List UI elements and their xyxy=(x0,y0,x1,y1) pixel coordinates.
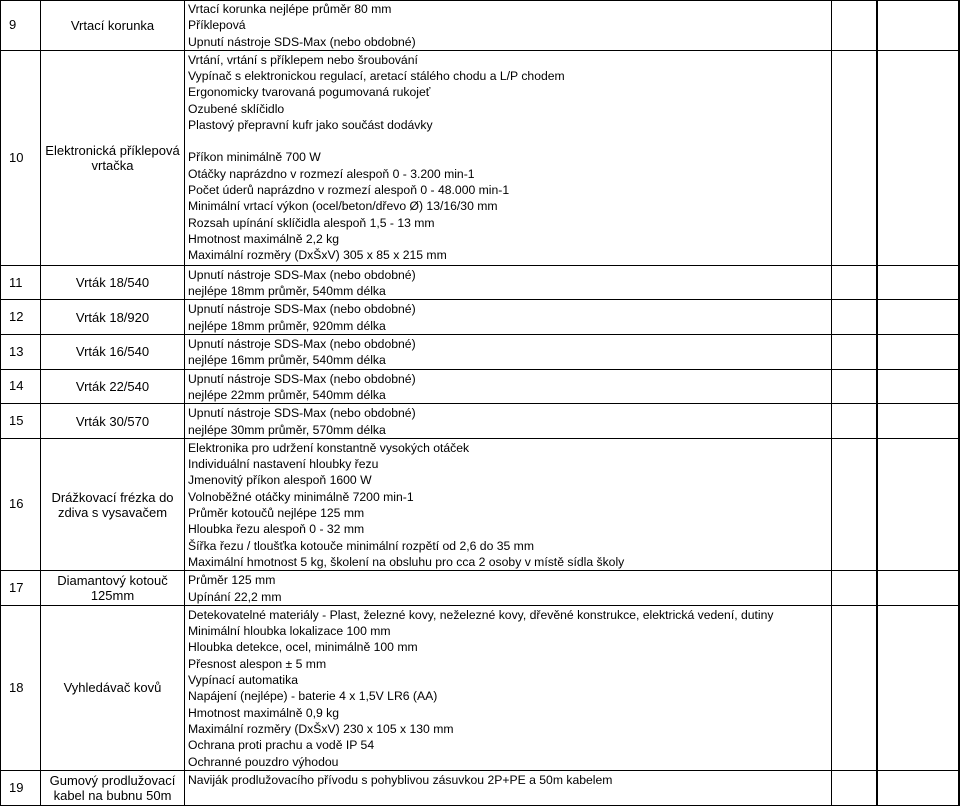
empty-cell xyxy=(832,50,877,265)
spec-line: Otáčky naprázdno v rozmezí alespoň 0 - 3.200 min-1 xyxy=(188,166,475,181)
spec-line: Napájení (nejlépe) - baterie 4 x 1,5V LR6 (AA) xyxy=(188,689,438,704)
table-row xyxy=(1,335,959,370)
spec-line: Detekovatelné materiály - Plast, železné kovy, neželezné kovy, dřevěné konstrukce, elektrická vedení, dutiny xyxy=(188,607,774,622)
spec-line: Průměr kotoučů nejlépe 125 mm xyxy=(188,506,365,521)
spec-line: Upínání 22,2 mm xyxy=(188,589,282,604)
empty-cell xyxy=(832,605,877,770)
price-cell xyxy=(877,404,959,439)
spec-line: Upnutí nástroje SDS-Max (nebo obdobné) xyxy=(188,34,416,49)
empty-cell xyxy=(832,438,877,570)
spec-line: Ozubené sklíčidlo xyxy=(188,101,285,116)
empty-cell xyxy=(832,300,877,335)
price-cell xyxy=(877,571,959,606)
item-spec xyxy=(185,605,832,770)
spec-line: Naviják prodlužovacího přívodu s pohyblivou zásuvkou 2P+PE a 50m kabelem xyxy=(188,772,613,787)
spec-line: Maximální rozměry (DxŠxV) 305 x 85 x 215 mm xyxy=(188,248,447,263)
table-row xyxy=(1,438,959,570)
spec-line: Maximální rozměry (DxŠxV) 230 x 105 x 130 mm xyxy=(188,721,454,736)
item-spec xyxy=(185,404,832,439)
spec-line: Vrtání, vrtání s příklepem nebo šroubování xyxy=(188,52,418,67)
spec-line: Jmenovitý příkon alespoň 1600 W xyxy=(188,473,372,488)
empty-cell xyxy=(832,369,877,404)
item-number: 16 xyxy=(1,438,41,570)
spec-line: Maximální hmotnost 5 kg, školení na obsluhu pro cca 2 osoby v místě sídla školy xyxy=(188,554,625,569)
spec-line: Individuální nastavení hloubky řezu xyxy=(188,457,379,472)
spec-line: Upnutí nástroje SDS-Max (nebo obdobné) xyxy=(188,406,416,421)
item-name: Vyhledávač kovů xyxy=(41,605,185,770)
spec-line: Upnutí nástroje SDS-Max (nebo obdobné) xyxy=(188,267,416,282)
item-name: Vrták 16/540 xyxy=(41,335,185,370)
spec-line: Upnutí nástroje SDS-Max (nebo obdobné) xyxy=(188,371,416,386)
spec-line: Upnutí nástroje SDS-Max (nebo obdobné) xyxy=(188,302,416,317)
item-name: Diamantový kotouč 125mm xyxy=(41,571,185,606)
empty-cell xyxy=(832,571,877,606)
table-row xyxy=(1,1,959,51)
spec-line: nejlépe 16mm průměr, 540mm délka xyxy=(188,353,386,368)
item-name: Vrták 22/540 xyxy=(41,369,185,404)
price-cell xyxy=(877,1,959,51)
item-spec xyxy=(185,50,832,265)
spec-line: Hmotnost maximálně 2,2 kg xyxy=(188,231,340,246)
empty-cell xyxy=(832,265,877,300)
table-row xyxy=(1,605,959,770)
price-cell xyxy=(877,438,959,570)
item-spec xyxy=(185,571,832,606)
spec-line: nejlépe 18mm průměr, 540mm délka xyxy=(188,284,386,299)
spec-line: nejlépe 22mm průměr, 540mm délka xyxy=(188,387,386,402)
price-cell xyxy=(877,50,959,265)
spec-line: Hloubka řezu alespoň 0 - 32 mm xyxy=(188,522,365,537)
empty-cell xyxy=(832,770,877,805)
price-cell xyxy=(877,300,959,335)
table-row xyxy=(1,265,959,300)
table-row xyxy=(1,300,959,335)
spec-line: Ochrana proti prachu a vodě IP 54 xyxy=(188,738,375,753)
spec-line xyxy=(188,133,831,149)
spec-line: Počet úderů naprázdno v rozmezí alespoň 0 - 48.000 min-1 xyxy=(188,182,510,197)
item-name: Vrták 18/540 xyxy=(41,265,185,300)
table-row xyxy=(1,404,959,439)
empty-cell xyxy=(832,335,877,370)
item-number: 10 xyxy=(1,50,41,265)
table-row xyxy=(1,770,959,805)
table-row xyxy=(1,50,959,265)
item-spec xyxy=(185,770,832,805)
spec-line: Upnutí nástroje SDS-Max (nebo obdobné) xyxy=(188,337,416,352)
empty-cell xyxy=(832,404,877,439)
spec-line: Průměr 125 mm xyxy=(188,573,276,588)
spec-line: Přesnost alespon ± 5 mm xyxy=(188,656,327,671)
item-spec xyxy=(185,335,832,370)
spec-line: Volnoběžné otáčky minimálně 7200 min-1 xyxy=(188,489,414,504)
price-cell xyxy=(877,265,959,300)
item-number: 14 xyxy=(1,369,41,404)
spec-line: Elektronika pro udržení konstantně vysokých otáček xyxy=(188,440,470,455)
spec-line: Minimální hloubka lokalizace 100 mm xyxy=(188,624,391,639)
spec-line: nejlépe 30mm průměr, 570mm délka xyxy=(188,422,386,437)
table-row xyxy=(1,369,959,404)
item-spec xyxy=(185,1,832,51)
table-row xyxy=(1,571,959,606)
spec-line: Minimální vrtací výkon (ocel/beton/dřevo Ø) 13/16/30 mm xyxy=(188,199,498,214)
price-cell xyxy=(877,770,959,805)
spec-line: Hloubka detekce, ocel, minimálně 100 mm xyxy=(188,640,418,655)
price-cell xyxy=(877,369,959,404)
item-number: 19 xyxy=(1,770,41,805)
spec-line: Ergonomicky tvarovaná pogumovaná rukojeť xyxy=(188,85,431,100)
item-name: Vrták 30/570 xyxy=(41,404,185,439)
spec-line: Příklepová xyxy=(188,18,246,33)
spec-line: Ochranné pouzdro výhodou xyxy=(188,754,339,769)
item-number: 9 xyxy=(1,1,41,51)
spec-line: Vrtací korunka nejlépe průměr 80 mm xyxy=(188,2,392,16)
item-name: Gumový prodlužovací kabel na bubnu 50m xyxy=(41,770,185,805)
price-cell xyxy=(877,335,959,370)
empty-cell xyxy=(832,1,877,51)
item-spec xyxy=(185,265,832,300)
item-number: 15 xyxy=(1,404,41,439)
spec-line: Hmotnost maximálně 0,9 kg xyxy=(188,705,340,720)
price-cell xyxy=(877,605,959,770)
spec-line: nejlépe 18mm průměr, 920mm délka xyxy=(188,318,386,333)
item-number: 13 xyxy=(1,335,41,370)
spec-line: Plastový přepravní kufr jako součást dodávky xyxy=(188,118,433,133)
item-spec xyxy=(185,438,832,570)
item-number: 11 xyxy=(1,265,41,300)
spec-line: Šířka řezu / tloušťka kotouče minimální rozpětí od 2,6 do 35 mm xyxy=(188,538,534,553)
item-number: 12 xyxy=(1,300,41,335)
item-spec xyxy=(185,300,832,335)
item-name: Elektronická příklepová vrtačka xyxy=(41,50,185,265)
item-number: 17 xyxy=(1,571,41,606)
spec-line: Vypínač s elektronickou regulací, aretací stálého chodu a L/P chodem xyxy=(188,69,565,84)
item-name: Vrtací korunka xyxy=(41,1,185,51)
spec-line: Rozsah upínání sklíčidla alespoň 1,5 - 13 mm xyxy=(188,215,435,230)
item-spec xyxy=(185,369,832,404)
spec-line: Příkon minimálně 700 W xyxy=(188,150,321,165)
item-name: Vrták 18/920 xyxy=(41,300,185,335)
item-number: 18 xyxy=(1,605,41,770)
spec-line: Vypínací automatika xyxy=(188,673,298,688)
item-name: Drážkovací frézka do zdiva s vysavačem xyxy=(41,438,185,570)
